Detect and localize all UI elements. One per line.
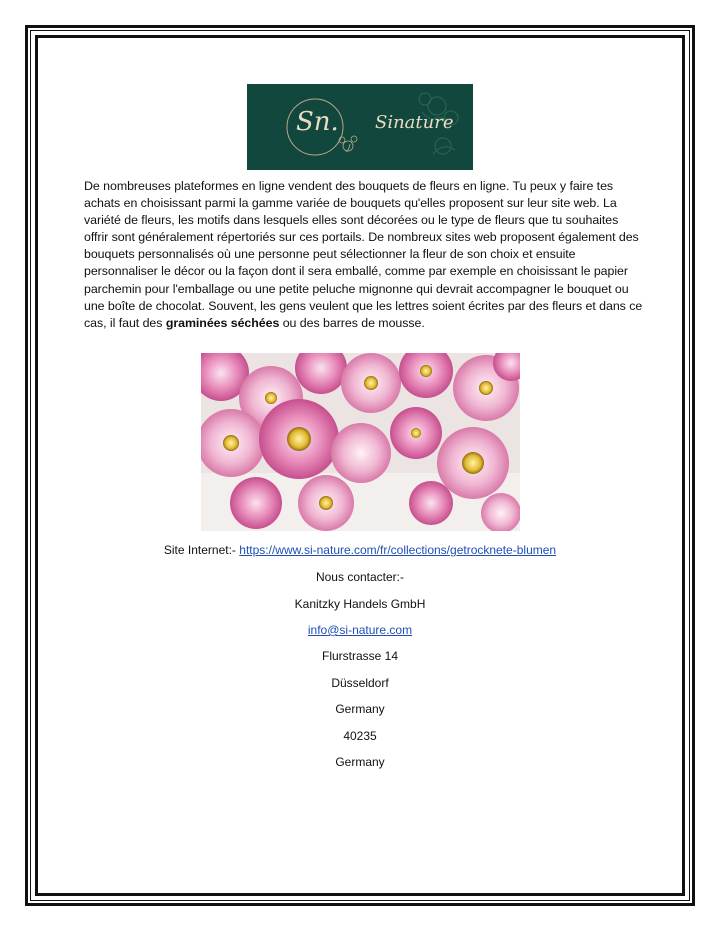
email-line — [60, 623, 660, 637]
country-repeat: Germany — [335, 755, 385, 769]
flower-photo — [201, 353, 520, 531]
website-link[interactable]: https://www.si-nature.com/fr/collections/getrocknete-blumen — [239, 543, 557, 557]
brand-logo — [247, 84, 473, 170]
contact-label: Nous contacter:- — [315, 570, 405, 584]
logo-wordmark: Sinature — [375, 112, 454, 133]
article-text: De nombreuses plateformes en ligne vendent des bouquets de fleurs en ligne. Tu peux y faire tes achats en choisissant parmi la gamme variée de bouquets qu'elles proposent sur leur site web. La variété de fleurs, les motifs dans lesquels elles sont décorées ou le type de fleurs que tu souhaites offrir sont généralement répertoriés sur ces portails. De nombreux sites web proposent également des bouquets personnalisés où une personne peut sélectionner la fleur de son choix et ensuite personnaliser le décor ou la façon dont il sera emballé, comme par exemple en choisissant le papier parchemin pour l'emballage ou une petite peluche mignonne qui devrait accompagner le bouquet ou une boîte de chocolat. Souvent, les gens veulent que les lettres soient écrites par des fleurs et dans ce cas, il faut des — [84, 179, 643, 330]
email-link[interactable]: info@si-nature.com — [307, 623, 413, 637]
postcode: 40235 — [343, 729, 377, 743]
city: Düsseldorf — [331, 676, 389, 690]
article-bold-phrase: graminées séchées — [165, 315, 280, 330]
website-line — [60, 543, 660, 557]
article-paragraph — [84, 178, 644, 332]
article-text-end: ou des barres de mousse. — [282, 315, 425, 330]
logo-monogram: Sn. — [296, 107, 339, 137]
country: Germany — [335, 702, 385, 716]
website-label: Site Internet:- — [163, 543, 236, 557]
street-address: Flurstrasse 14 — [321, 649, 399, 663]
company-name: Kanitzky Handels GmbH — [294, 597, 426, 611]
